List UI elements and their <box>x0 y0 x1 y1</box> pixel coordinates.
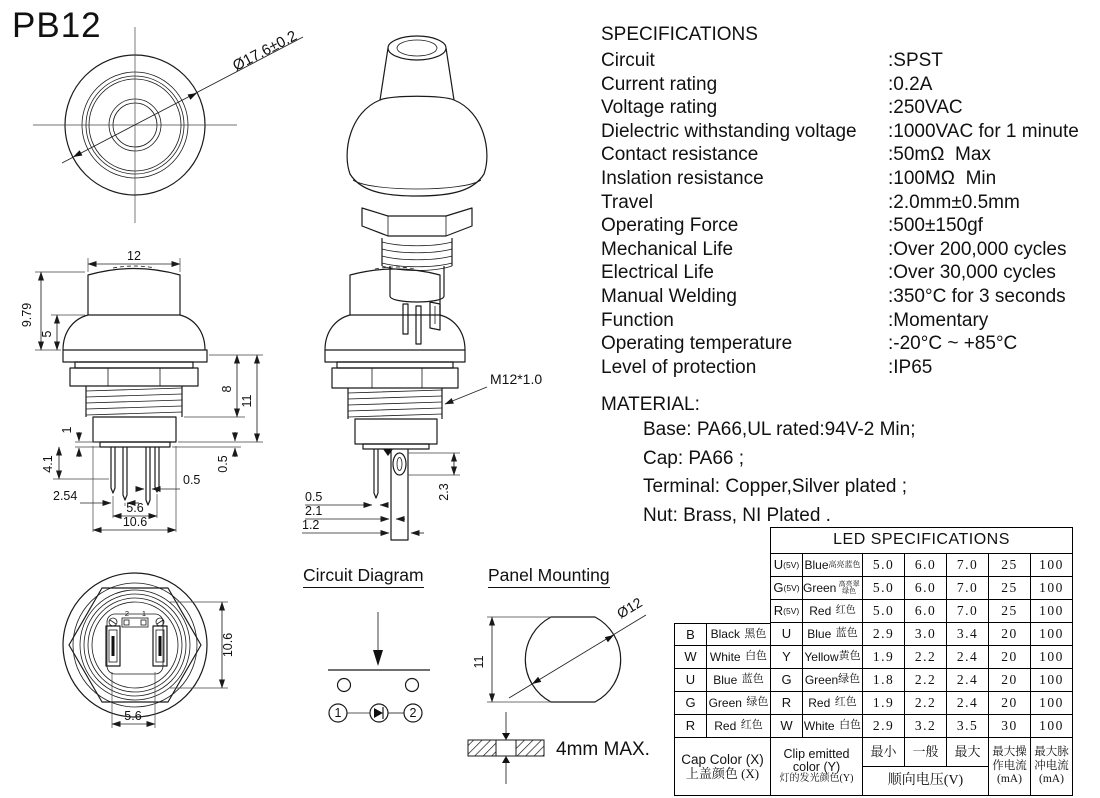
led-cell-pulse: 100 <box>1031 577 1073 600</box>
color-cn: 高亮蓝色 <box>828 559 861 569</box>
led-table-footer <box>674 738 1073 796</box>
cap-cn: 蓝色 <box>741 673 764 686</box>
clip-en: Blue <box>807 626 832 641</box>
led-cell-op: 20 <box>989 669 1031 692</box>
led-cell-min: 2.9 <box>863 715 905 738</box>
cap-code: W <box>675 646 707 669</box>
terminal-label-2: 2 <box>124 609 130 618</box>
led-cell-op: 20 <box>989 623 1031 646</box>
material-line: Nut: Brass, NI Plated . <box>643 504 831 526</box>
dim-pin-span: 5.6 <box>126 501 144 515</box>
led-cell-code <box>771 600 803 623</box>
led-cell-typ: 2.2 <box>905 646 947 669</box>
led-cell-typ: 3.0 <box>905 623 947 646</box>
led-cell-min: 5.0 <box>863 600 905 623</box>
led-table-upper <box>770 527 1073 623</box>
led-cell-max: 3.4 <box>947 623 989 646</box>
front-view-drawing <box>15 25 350 245</box>
cap-code: R <box>675 715 707 738</box>
spec-label: Level of protection <box>601 356 757 378</box>
spec-row <box>601 285 1098 309</box>
led-cell-pulse: 100 <box>1031 715 1073 738</box>
cap-cn: 黑色 <box>744 627 767 640</box>
clip-cn: 白色 <box>839 719 862 732</box>
spec-value: :250VAC <box>888 97 963 119</box>
cap-cn: 红色 <box>740 719 763 732</box>
led-cell-op: 20 <box>989 692 1031 715</box>
led-cell-pulse: 100 <box>1031 623 1073 646</box>
led-table-lower <box>674 623 1073 738</box>
clip-en: Red <box>808 695 831 710</box>
spec-value: :350°C for 3 seconds <box>888 285 1066 307</box>
material-line: Terminal: Copper,Silver plated ; <box>643 476 908 498</box>
footer-pulse-cn: 最大脉冲电流 <box>1034 745 1069 772</box>
dim-hole-dia: Ø12 <box>613 594 645 622</box>
spec-value: :500±150gf <box>888 215 983 237</box>
clip-color <box>803 715 863 738</box>
panel-mounting-drawing <box>460 592 700 797</box>
led-cell-max: 7.0 <box>947 577 989 600</box>
clip-code: W <box>771 715 803 738</box>
dim-step-height: 0.5 <box>216 455 230 473</box>
dim-pin-pitch: 2.54 <box>53 489 78 503</box>
thread-spec-label: M12*1.0 <box>490 371 543 387</box>
color-en: Blue <box>804 557 829 572</box>
clip-cn: 蓝色 <box>835 627 858 640</box>
dim-bottom-dia: 10.6 <box>221 632 235 658</box>
cap-en: Green <box>708 695 742 710</box>
led-cell-pulse: 100 <box>1031 646 1073 669</box>
spec-label: Mechanical Life <box>601 238 734 260</box>
spec-label: Travel <box>601 191 654 213</box>
cap-en: White <box>709 649 741 664</box>
clip-color <box>803 669 863 692</box>
footer-clip-color <box>771 738 863 796</box>
panel-mounting-title: Panel Mounting <box>488 565 610 588</box>
footer-pulse-current <box>1031 738 1073 796</box>
page-title: PB12 <box>12 6 102 45</box>
spec-label: Dielectric withstanding voltage <box>601 120 857 142</box>
cap-en: Red <box>714 718 737 733</box>
spec-value: :Over 30,000 cycles <box>888 262 1056 284</box>
dim-lug-w: 1.2 <box>302 518 320 532</box>
material-line: Base: PA66,UL rated:94V-2 Min; <box>643 419 916 440</box>
led-cell-typ: 2.2 <box>905 692 947 715</box>
cap-code: G <box>675 692 707 715</box>
spec-label: Manual Welding <box>601 285 737 307</box>
footer-pulse-unit: (mA) <box>1039 773 1064 786</box>
spec-value: :2.0mm±0.5mm <box>888 191 1020 213</box>
dim-thread-length: 8 <box>220 385 234 393</box>
led-cell-max: 2.4 <box>947 692 989 715</box>
spec-label: Function <box>601 309 674 331</box>
spec-row <box>601 191 1098 215</box>
led-cell-code <box>771 577 803 600</box>
dim-base-width: 10.6 <box>122 515 148 529</box>
cap-cn: 白色 <box>745 650 768 663</box>
led-cell-min: 5.0 <box>863 554 905 577</box>
led-cell-pulse: 100 <box>1031 554 1073 577</box>
circuit-diagram-drawing <box>300 592 465 737</box>
material-line: Cap: PA66 ; <box>643 447 745 469</box>
dim-bell-height: 5 <box>40 330 54 338</box>
spec-value: :IP65 <box>888 356 933 378</box>
dim-hole-height: 11 <box>472 655 486 669</box>
clip-en: Green <box>804 672 839 687</box>
specifications-heading: SPECIFICATIONS <box>601 24 758 45</box>
led-cell-min: 1.9 <box>863 646 905 669</box>
color-en: Red <box>809 603 832 618</box>
clip-code: R <box>771 692 803 715</box>
cap-en: Black <box>710 627 740 642</box>
led-cell-op: 30 <box>989 715 1031 738</box>
cap-cn: 绿色 <box>746 696 769 709</box>
led-cell-pulse: 100 <box>1031 600 1073 623</box>
footer-cap-cn: 上盖颜色 (X) <box>685 765 760 781</box>
spec-row <box>601 214 1098 238</box>
led-cell-max: 3.5 <box>947 715 989 738</box>
code: R <box>773 603 784 619</box>
led-cell-typ: 3.2 <box>905 715 947 738</box>
footer-cap-en: Cap Color (X) <box>681 751 764 767</box>
spec-value: :100MΩ Min <box>888 167 997 189</box>
led-cell-color <box>803 554 863 577</box>
spec-row <box>601 356 1098 380</box>
dim-pin-w: 0.5 <box>305 490 323 504</box>
spec-row <box>601 49 1098 73</box>
code-sub: (5V) <box>783 605 800 616</box>
dim-pin-gap: 2.1 <box>305 504 323 518</box>
spec-row <box>601 143 1098 167</box>
code-sub: (5V) <box>783 582 800 593</box>
dim-pin-shoulder: 4.1 <box>41 455 55 473</box>
circuit-diagram-title: Circuit Diagram <box>303 565 424 588</box>
footer-max: 最大 <box>947 738 989 767</box>
spec-label: Circuit <box>601 50 655 71</box>
footer-op-unit: (mA) <box>997 773 1022 786</box>
color-cn: 高亮翠绿色 <box>838 579 860 595</box>
spec-label: Contact resistance <box>601 144 759 166</box>
dim-body-length: 11 <box>240 394 254 408</box>
specifications-section <box>601 24 1098 379</box>
led-cell-typ: 6.0 <box>905 577 947 600</box>
dim-front-diameter: Ø17.6±0.2 <box>229 27 300 75</box>
led-cell-code <box>771 554 803 577</box>
spec-value: :1000VAC for 1 minute <box>888 120 1079 142</box>
footer-op-current <box>989 738 1031 796</box>
led-cell-min: 2.9 <box>863 623 905 646</box>
side-view-thread-drawing <box>275 248 575 560</box>
led-cell-max: 2.4 <box>947 669 989 692</box>
material-section <box>601 394 916 530</box>
spec-row <box>601 120 1098 144</box>
clip-code: G <box>771 669 803 692</box>
dim-cap-height: 9.79 <box>20 302 34 328</box>
clip-code: U <box>771 623 803 646</box>
led-cell-pulse: 100 <box>1031 669 1073 692</box>
cap-code: B <box>675 623 707 646</box>
cap-color <box>707 646 771 669</box>
footer-op-cn: 最大操作电流 <box>992 745 1027 772</box>
led-cell-max: 2.4 <box>947 646 989 669</box>
panel-thickness-note: 4mm MAX. <box>556 739 650 760</box>
clip-color <box>803 646 863 669</box>
dim-eyelet: 2.3 <box>437 483 451 501</box>
led-cell-color <box>803 600 863 623</box>
clip-en: White <box>803 718 835 733</box>
spec-row <box>601 167 1098 191</box>
led-cell-op: 20 <box>989 646 1031 669</box>
spec-row <box>601 238 1098 262</box>
cap-en: Blue <box>713 672 738 687</box>
led-cell-max: 7.0 <box>947 554 989 577</box>
clip-color <box>803 623 863 646</box>
footer-min: 最小 <box>863 738 905 767</box>
terminal-2-label: 2 <box>409 706 417 720</box>
footer-clip-en2: color (Y) <box>792 760 841 775</box>
led-cell-op: 25 <box>989 600 1031 623</box>
led-cell-min: 5.0 <box>863 577 905 600</box>
color-cn: 红色 <box>835 604 856 616</box>
code: G <box>773 580 784 596</box>
led-cell-pulse: 100 <box>1031 692 1073 715</box>
cap-color <box>707 715 771 738</box>
footer-clip-cn: 灯的发光颜色(Y) <box>779 773 854 785</box>
spec-value: :0.2A <box>888 73 933 95</box>
spec-label: Inslation resistance <box>601 167 764 189</box>
led-cell-min: 1.9 <box>863 692 905 715</box>
dim-plate-thickness: 1 <box>60 426 74 434</box>
code-sub: (5V) <box>783 559 800 570</box>
led-cell-min: 1.8 <box>863 669 905 692</box>
spec-label: Voltage rating <box>601 97 718 119</box>
spec-label: Operating Force <box>601 215 739 237</box>
material-heading: MATERIAL: <box>601 394 700 415</box>
clip-code: Y <box>771 646 803 669</box>
footer-cap-color <box>675 738 771 796</box>
cap-color <box>707 669 771 692</box>
spec-row <box>601 73 1098 97</box>
spec-row <box>601 332 1098 356</box>
led-cell-op: 25 <box>989 577 1031 600</box>
spec-value: :50mΩ Max <box>888 144 991 166</box>
led-cell-op: 25 <box>989 554 1031 577</box>
led-table-title: LED SPECIFICATIONS <box>771 528 1073 554</box>
footer-forward-voltage: 顺向电压(V) <box>863 767 989 796</box>
spec-label: Electrical Life <box>601 262 714 284</box>
spec-value: :Momentary <box>888 309 989 331</box>
spec-value: :Over 200,000 cycles <box>888 238 1067 260</box>
led-cell-typ: 6.0 <box>905 600 947 623</box>
led-cell-max: 7.0 <box>947 600 989 623</box>
footer-clip-en1: Clip emitted <box>783 747 850 762</box>
terminal-1-label: 1 <box>334 706 342 720</box>
spec-value: :SPST <box>888 50 943 71</box>
cap-color <box>707 623 771 646</box>
isometric-view-drawing <box>320 12 520 260</box>
terminal-label-1: 1 <box>141 609 147 618</box>
dim-cap-width: 12 <box>127 249 141 263</box>
spec-label: Current rating <box>601 73 718 95</box>
clip-color <box>803 692 863 715</box>
led-cell-typ: 2.2 <box>905 669 947 692</box>
spec-label: Operating temperature <box>601 333 793 355</box>
clip-cn: 绿色 <box>838 673 861 686</box>
footer-typ: 一般 <box>905 738 947 767</box>
spec-row <box>601 261 1098 285</box>
led-specifications-table <box>674 527 1072 796</box>
clip-en: Yellow <box>804 649 839 664</box>
code: U <box>773 557 784 573</box>
dim-terminal-span: 5.6 <box>124 709 142 723</box>
cap-color <box>707 692 771 715</box>
cap-code: U <box>675 669 707 692</box>
color-en: Green <box>803 580 837 595</box>
led-cell-typ: 6.0 <box>905 554 947 577</box>
led-cell-color <box>803 577 863 600</box>
spec-value: :-20°C ~ +85°C <box>888 333 1018 355</box>
side-view-dimensioned-drawing <box>5 248 270 540</box>
bottom-view-drawing <box>40 556 285 798</box>
spec-row <box>601 96 1098 120</box>
spec-row <box>601 309 1098 333</box>
dim-pin-width: 0.5 <box>183 473 201 487</box>
clip-cn: 红色 <box>834 696 857 709</box>
clip-cn: 黄色 <box>838 650 861 663</box>
